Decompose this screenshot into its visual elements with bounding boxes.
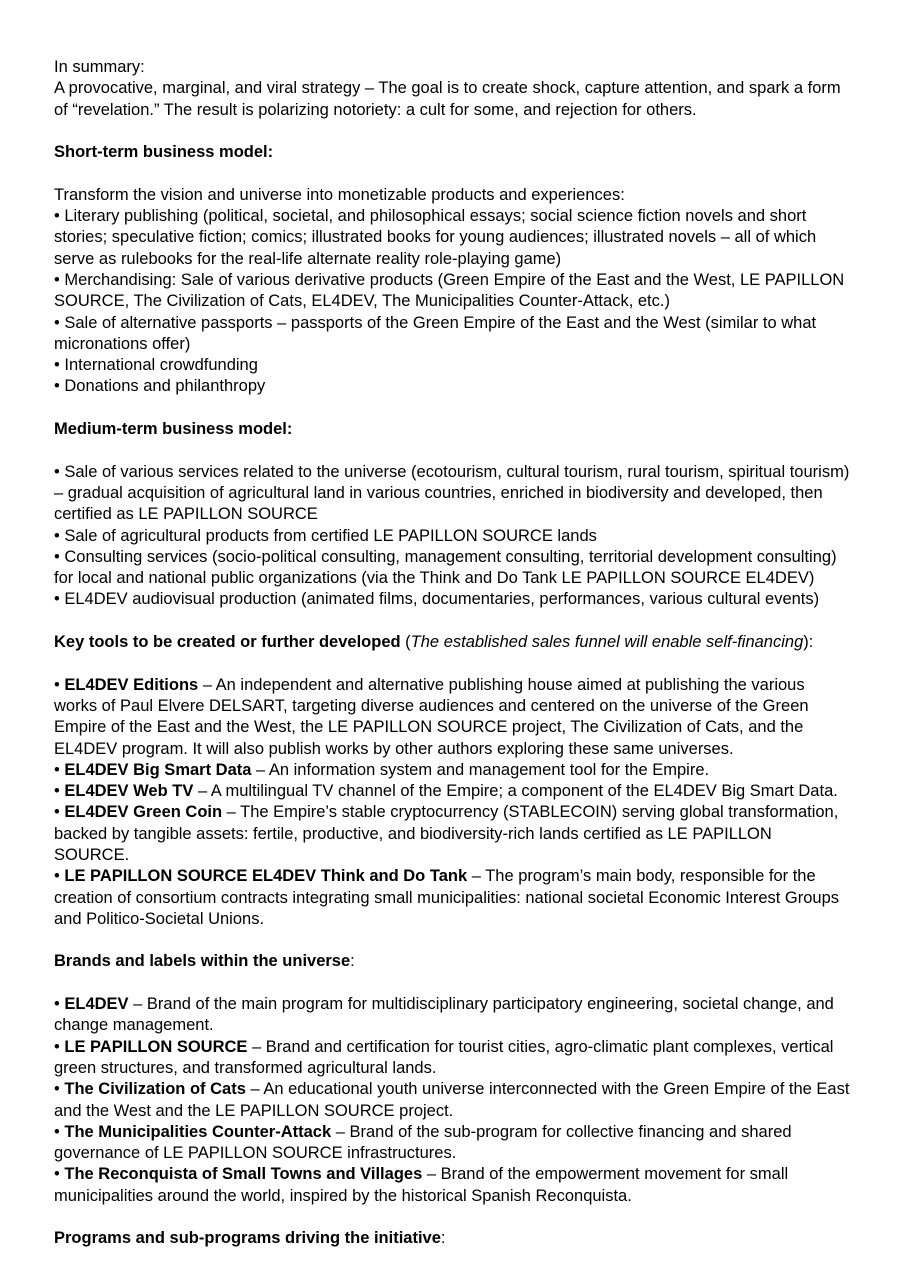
text-run: – The program’s main body, responsible for the creation of consortium contracts integrating small municipalities: national societal Economic Interest Groups and Politico-Societal Unions.: [54, 867, 840, 928]
text-run: – The Empire’s stable cryptocurrency (STABLECOIN) serving global transformation, backed by tangible assets: fertile, productive, and biodiversity-rich lands certified as LE PAPILLON SOURCE.: [54, 803, 839, 864]
bullet-item: [54, 1122, 851, 1165]
text-run: •: [54, 1037, 65, 1056]
text-run: • Merchandising: Sale of various derivative products (Green Empire of the East and the West, LE PAPILLON SOURCE, The Civilization of Cats, EL4DEV, The Municipalities Counter-Attack, etc.): [54, 270, 845, 311]
text-run: Medium-term business model:: [54, 420, 293, 439]
text-run: • EL4DEV audiovisual production (animated films, documentaries, performances, various cultural events): [54, 590, 820, 609]
text-run: – Brand of the sub-program for collective financing and shared governance of LE PAPILLON SOURCE infrastructures.: [54, 1122, 792, 1163]
text-run: Brands and labels within the universe: [54, 952, 351, 971]
text-run: – An independent and alternative publishing house aimed at publishing the various works of Paul Elvere DELSART, targeting diverse audiences and centered on the universe of the Green Empire of the East and the West, the LE PAPILLON SOURCE project, The Civilization of Cats, and the EL4DEV program. It will also publish works by other authors exploring these same universes.: [54, 675, 809, 758]
text-run: – Brand of the main program for multidisciplinary participatory engineering, societal change, and change management.: [54, 995, 834, 1035]
bullet-item: [54, 313, 851, 356]
text-run: In summary:: [54, 58, 145, 76]
paragraph: [54, 185, 851, 206]
text-run: EL4DEV Editions: [64, 675, 199, 694]
text-run: ):: [803, 633, 814, 652]
bullet-item: [54, 1037, 851, 1080]
blank-line: [54, 973, 851, 994]
bullet-item: [54, 206, 851, 270]
bullet-item: [54, 866, 851, 930]
section-heading: [54, 632, 851, 653]
text-run: A provocative, marginal, and viral strategy – The goal is to create shock, capture attention, and spark a form of “revelation.” The result is polarizing notoriety: a cult for some, and rejection for others.: [54, 79, 841, 119]
blank-line: [54, 163, 851, 184]
bullet-item: [54, 547, 851, 590]
text-run: Transform the vision and universe into monetizable products and experiences:: [54, 185, 625, 204]
text-run: EL4DEV Web TV: [64, 782, 194, 801]
text-run: EL4DEV Big Smart Data: [64, 760, 252, 779]
bullet-item: [54, 376, 851, 397]
blank-line: [54, 1207, 851, 1228]
text-run: :: [350, 952, 355, 971]
bullet-item: [54, 994, 851, 1037]
text-run: The Municipalities Counter-Attack: [64, 1122, 332, 1141]
text-run: (: [400, 633, 411, 652]
bullet-item: [54, 781, 851, 802]
text-run: • International crowdfunding: [54, 356, 258, 375]
bullet-item: [54, 1079, 851, 1122]
bullet-item: [54, 802, 851, 866]
text-run: •: [54, 1122, 65, 1141]
text-run: EL4DEV: [64, 995, 129, 1014]
text-run: •: [54, 760, 65, 779]
text-run: Short-term business model:: [54, 143, 274, 162]
text-run: •: [54, 1080, 65, 1099]
text-run: • Sale of agricultural products from certified LE PAPILLON SOURCE lands: [54, 526, 597, 545]
section-heading: [54, 419, 851, 440]
text-run: •: [54, 1165, 65, 1184]
text-run: Programs and sub-programs driving the initiative: [54, 1229, 441, 1248]
text-run: – Brand and certification for tourist cities, agro-climatic plant complexes, vertical green structures, and transformed agricultural lands.: [54, 1037, 834, 1077]
text-run: • Sale of various services related to the universe (ecotourism, cultural tourism, rural tourism, spiritual tourism) – gradual acquisition of agricultural land in various countries, enriched in biodiversity and developed, then certified as LE PAPILLON SOURCE: [54, 462, 850, 524]
text-run: •: [54, 803, 65, 822]
text-run: – An educational youth universe interconnected with the Green Empire of the East and the West and the LE PAPILLON SOURCE project.: [54, 1080, 850, 1120]
bullet-item: [54, 270, 851, 313]
blank-line: [54, 398, 851, 419]
text-run: • Donations and philanthropy: [54, 377, 266, 396]
text-run: • Literary publishing (political, societal, and philosophical essays; social science fiction novels and short stories; speculative fiction; comics; illustrated books for young audiences; illustrated novels – all of which serve as rulebooks for the real-life alternate reality role-playing game): [54, 207, 817, 268]
section-heading: [54, 142, 851, 163]
text-run: •: [54, 867, 65, 886]
text-run: • Consulting services (socio-political consulting, management consulting, territorial development consulting) for local and national public organizations (via the Think and Do Tank LE PAPILLON SOURCE EL4DEV): [54, 547, 837, 588]
text-run: The Reconquista of Small Towns and Villages: [64, 1165, 423, 1184]
document-body: [54, 57, 851, 1250]
blank-line: [54, 440, 851, 461]
text-run: The Civilization of Cats: [64, 1080, 246, 1099]
section-heading: [54, 1228, 851, 1249]
blank-line: [54, 653, 851, 674]
text-run: • Sale of alternative passports – passports of the Green Empire of the East and the West (similar to what micronations offer): [54, 313, 817, 353]
text-run: – Brand of the empowerment movement for small municipalities around the world, inspired by the historical Spanish Reconquista.: [54, 1165, 789, 1205]
text-run: Key tools to be created or further developed: [54, 633, 401, 652]
text-run: •: [54, 995, 65, 1014]
bullet-item: [54, 760, 851, 781]
bullet-item: [54, 589, 851, 610]
text-run: EL4DEV Green Coin: [64, 803, 223, 822]
bullet-item: [54, 675, 851, 760]
paragraph: [54, 78, 851, 121]
text-run: – An information system and management tool for the Empire.: [251, 760, 710, 779]
paragraph: [54, 57, 851, 78]
text-run: – A multilingual TV channel of the Empire; a component of the EL4DEV Big Smart Data.: [193, 782, 838, 801]
bullet-item: [54, 462, 851, 526]
text-run: The established sales funnel will enable self-financing: [410, 633, 804, 652]
bullet-item: [54, 1164, 851, 1207]
text-run: LE PAPILLON SOURCE EL4DEV Think and Do Tank: [64, 867, 468, 886]
section-heading: [54, 951, 851, 972]
text-run: •: [54, 782, 65, 801]
text-run: :: [440, 1229, 446, 1248]
blank-line: [54, 930, 851, 951]
bullet-item: [54, 355, 851, 376]
blank-line: [54, 611, 851, 632]
text-run: LE PAPILLON SOURCE: [64, 1037, 248, 1056]
text-run: •: [54, 675, 65, 694]
bullet-item: [54, 526, 851, 547]
blank-line: [54, 121, 851, 142]
